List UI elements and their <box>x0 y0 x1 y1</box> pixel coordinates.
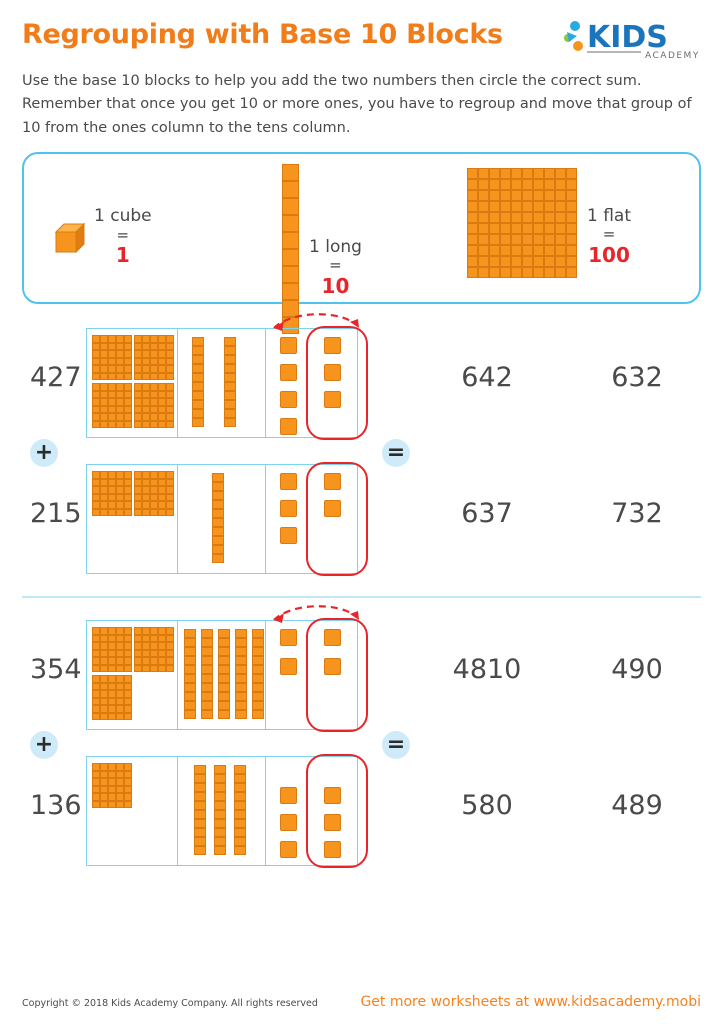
svg-text:ACADEMY: ACADEMY <box>645 51 700 61</box>
promo-link[interactable]: Get more worksheets at www.kidsacademy.mobi <box>360 994 701 1010</box>
long-icon <box>282 164 299 334</box>
problem-1-choice-1[interactable]: 642 <box>461 362 513 394</box>
problem-2-blocks-row-2 <box>86 756 358 866</box>
problem-2-blocks-row-1 <box>86 620 358 730</box>
legend-cube-name: 1 cube <box>94 206 152 227</box>
legend-item-flat <box>467 168 631 278</box>
legend-flat-equals: = <box>602 224 616 243</box>
problem-2-choice-3[interactable]: 580 <box>461 790 513 822</box>
problem-1-blocks-row-1 <box>86 328 358 438</box>
cube-icon <box>54 222 84 252</box>
legend-long-value: 10 <box>321 273 350 298</box>
legend-flat-name: 1 flat <box>587 205 632 226</box>
problem-2-regroup-arrow-icon <box>262 602 372 628</box>
problem-1-blocks-row-2 <box>86 464 358 574</box>
problem-1-regroup-arrow-icon <box>262 310 372 336</box>
legend-long-text <box>309 237 362 298</box>
flat-icon <box>467 168 577 278</box>
legend-flat-text <box>587 206 631 267</box>
legend-item-cube <box>54 206 152 267</box>
problem-1-choice-2[interactable]: 632 <box>611 362 663 394</box>
tens-column <box>178 757 265 865</box>
instructions-text: Use the base 10 blocks to help you add the two numbers then circle the correct sum. Remember that once you get 10 or more ones, you have to regroup and move that group of 10 from the ones column to the tens column. <box>22 73 692 136</box>
legend-cube-value: 1 <box>115 243 130 268</box>
problem-2-addend-1: 354 <box>30 654 82 686</box>
kids-academy-logo <box>561 16 701 64</box>
problem-2-equals-badge: = <box>382 731 410 759</box>
legend-flat-value: 100 <box>588 242 630 267</box>
problem-2-plus-badge: + <box>30 731 58 759</box>
page-title: Regrouping with Base 10 Blocks <box>22 19 503 50</box>
problem-1-choice-3[interactable]: 637 <box>461 498 513 530</box>
ones-column <box>266 621 357 729</box>
tens-column <box>178 465 265 573</box>
problem-1-choice-4[interactable]: 732 <box>611 498 663 530</box>
problem-2-choice-2[interactable]: 490 <box>611 654 663 686</box>
hundreds-column <box>87 757 178 865</box>
legend-cube-equals: = <box>116 225 130 244</box>
ones-column <box>266 757 357 865</box>
hundreds-column <box>87 465 178 573</box>
problem-1-plus-badge: + <box>30 439 58 467</box>
problem-1 <box>22 314 701 592</box>
ones-column <box>266 465 357 573</box>
ones-column <box>266 329 357 437</box>
problem-1-addend-2: 215 <box>30 498 82 530</box>
problem-1-equals-badge: = <box>382 439 410 467</box>
legend-long-name: 1 long <box>309 236 362 257</box>
problem-1-addend-1: 427 <box>30 362 82 394</box>
problem-2-addend-2: 136 <box>30 790 82 822</box>
hundreds-column <box>87 329 178 437</box>
legend-item-long <box>282 164 362 334</box>
problem-2-choice-1[interactable]: 4810 <box>452 654 522 686</box>
legend-box <box>22 152 701 304</box>
legend-long-equals: = <box>329 255 342 274</box>
hundreds-column <box>87 621 178 729</box>
logo-icon <box>561 16 701 64</box>
legend-cube-text <box>94 206 152 267</box>
header <box>22 0 701 64</box>
problems-divider <box>22 596 701 598</box>
footer <box>22 994 701 1010</box>
problem-2-choice-4[interactable]: 489 <box>611 790 663 822</box>
problem-2 <box>22 606 701 884</box>
tens-column <box>178 329 265 437</box>
problems-section <box>22 314 701 884</box>
tens-column <box>178 621 265 729</box>
svg-text:KIDS: KIDS <box>587 20 668 55</box>
copyright-text: Copyright © 2018 Kids Academy Company. All rights reserved <box>22 998 318 1009</box>
